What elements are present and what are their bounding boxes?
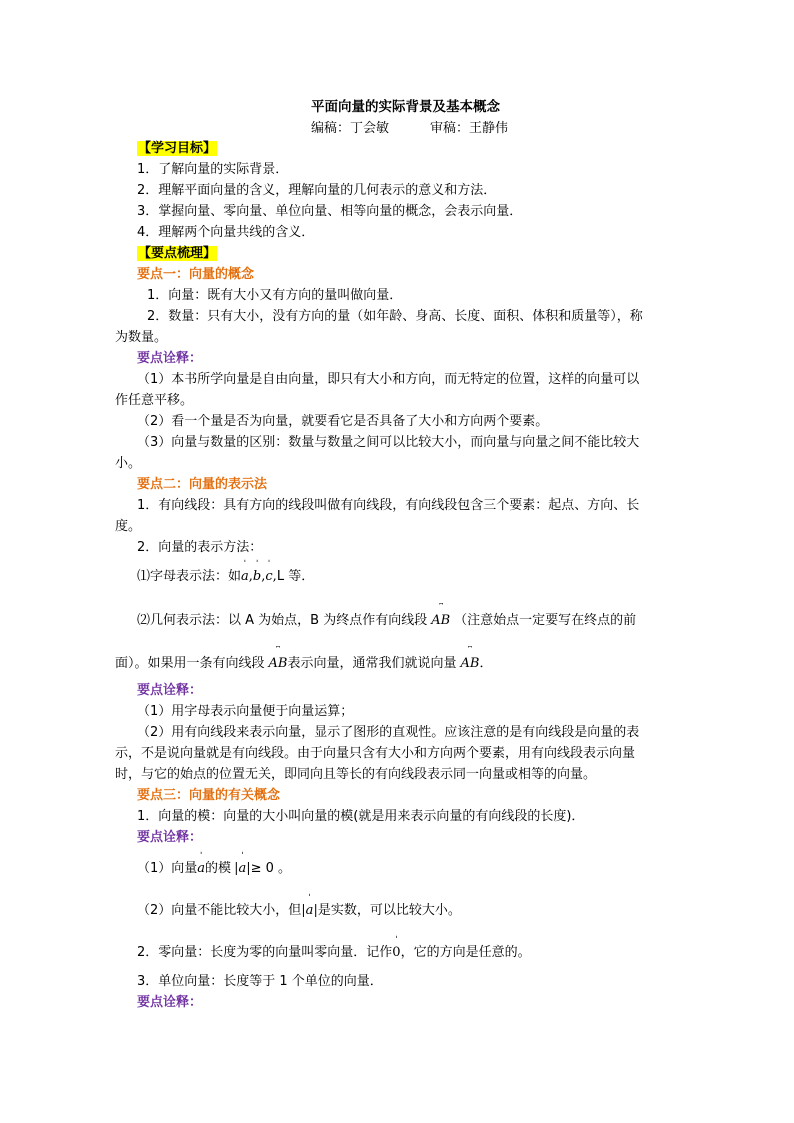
- paragraph: 小。: [115, 456, 142, 471]
- editor-credit: 编稿：丁会敏: [311, 121, 390, 136]
- note-label: 要点诠释：: [137, 830, 203, 845]
- paragraph: 作任意平移。: [115, 393, 194, 408]
- paragraph: 时，与它的始点的位置无关，即同向且等长的有向线段表示同一向量或相等的向量。: [115, 767, 597, 782]
- vector-a: ˈ a: [305, 894, 314, 918]
- objective-item: 1．了解向量的实际背景．: [137, 162, 289, 177]
- paragraph: 1．向量：既有大小又有方向的量叫做向量．: [147, 288, 403, 303]
- vector-a: ˈ a: [241, 560, 249, 584]
- vector-ab: ⎴ AB: [431, 604, 451, 628]
- paragraph: 2．向量的表示方法：: [137, 540, 263, 555]
- section-heading-1: 要点一：向量的概念: [137, 267, 255, 282]
- math-line: ⑴字母表示法：如 ˈ a, ˈ b, ˈ c,L 等．: [137, 560, 315, 584]
- note-label: 要点诠释：: [137, 351, 203, 366]
- paragraph: （1）用字母表示向量便于向量运算；: [137, 704, 354, 719]
- paragraph: （2）看一个量是否为向量，就要看它是否具备了大小和方向两个要素。: [137, 414, 549, 429]
- vector-ab: ⎴ AB: [268, 647, 288, 671]
- objectives-heading: 【学习目标】: [138, 141, 217, 156]
- paragraph: 1．有向线段：具有方向的线段叫做有向线段，有向线段包含三个要素：起点、方向、长: [137, 498, 640, 513]
- objective-item: 3．掌握向量、零向量、单位向量、相等向量的概念，会表示向量．: [137, 204, 523, 219]
- math-line: ⑵几何表示法：以 A 为始点，B 为终点作有向线段 ⎴ AB （注意始点一定要写在终点的前: [137, 604, 637, 628]
- objective-item: 4．理解两个向量共线的含义．: [137, 225, 315, 240]
- document-title: 平面向量的实际背景及基本概念: [311, 99, 500, 115]
- math-line: 面）。如果用一条有向线段 ⎴ AB表示向量，通常我们就说向量 ⎴ AB．: [115, 647, 493, 671]
- zero-vector: ˈ 0: [392, 936, 401, 960]
- objective-item: 2．理解平面向量的含义，理解向量的几何表示的意义和方法．: [137, 183, 497, 198]
- vector-a: ˈ a: [238, 852, 247, 876]
- note-label: 要点诠释：: [137, 683, 203, 698]
- paragraph: （3）向量与数量的区别：数量与数量之间可以比较大小，而向量与向量之间不能比较大: [137, 435, 640, 450]
- vector-a: ˈ a: [197, 852, 206, 876]
- math-line: 2．零向量：长度为零的向量叫零向量．记作 ˈ 0，它的方向是任意的。: [137, 936, 531, 960]
- vector-c: ˈ c: [265, 560, 273, 584]
- section-heading-2: 要点二：向量的表示法: [137, 477, 268, 492]
- paragraph: 3．单位向量：长度等于 1 个单位的向量．: [137, 974, 383, 989]
- paragraph: 为数量。: [115, 330, 168, 345]
- keypoints-heading: 【要点梳理】: [138, 246, 217, 261]
- paragraph: 1．向量的模：向量的大小叫向量的模(就是用来表示向量的有向线段的长度)．: [137, 809, 585, 824]
- vector-b: ˈ b: [252, 560, 262, 584]
- paragraph: 度。: [115, 519, 142, 534]
- paragraph: 示，不是说向量就是有向线段。由于向量只含有大小和方向两个要素，用有向线段表示向量: [115, 746, 636, 761]
- vector-ab: ⎴ AB: [460, 647, 480, 671]
- paragraph: （2）用有向线段来表示向量，显示了图形的直观性。应该注意的是有向线段是向量的表: [137, 725, 640, 740]
- paragraph: （1）本书所学向量是自由向量，即只有大小和方向，而无特定的位置，这样的向量可以: [137, 372, 640, 387]
- paragraph: 2．数量：只有大小，没有方向的量（如年龄、身高、长度、面积、体积和质量等），称: [147, 309, 643, 324]
- math-line: （2）向量不能比较大小，但| ˈ a|是实数，可以比较大小。: [137, 894, 461, 918]
- reviewer-credit: 审稿：王静伟: [430, 121, 509, 136]
- section-heading-3: 要点三：向量的有关概念: [137, 788, 281, 803]
- math-line: （1）向量 ˈ a的模 | ˈ a|≥ 0 。: [137, 852, 292, 876]
- note-label: 要点诠释：: [137, 995, 203, 1010]
